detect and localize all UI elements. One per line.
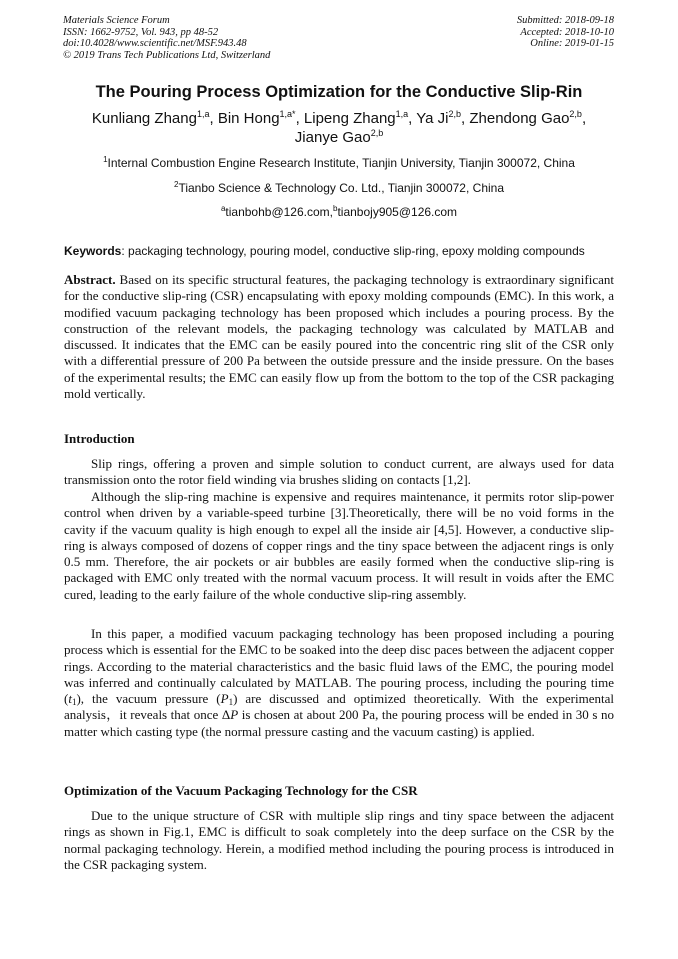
journal-info: [63, 15, 270, 61]
section-heading-optimization: Optimization of the Vacuum Packaging Technology for the CSR: [64, 783, 418, 798]
author: Ya Ji$^{2,b}$,: [416, 109, 470, 127]
email-b[interactable]: tianbojy905@126.com: [337, 205, 458, 219]
author: Kunliang Zhang$^{1,a}$,: [91, 109, 218, 127]
author: Zhendong Gao$^{2,b}$,: [469, 109, 587, 127]
submitted-date: Submitted: 2018-09-18: [516, 15, 614, 26]
paper-title: The Pouring Process Optimization for the Conductive Slip-Rin: [95, 83, 583, 101]
intro-paragraph-1: Slip rings, offering a proven and simple solution to conduct current, are always used for data transmission onto the rotor field winding via brushes sliding on contacts [1,2].: [64, 456, 614, 488]
journal-issn: ISSN: 1662-9752, Vol. 943, pp 48-52: [63, 26, 219, 38]
section-heading-introduction: Introduction: [64, 431, 135, 446]
abstract-label: Abstract.: [64, 272, 116, 287]
email-a[interactable]: tianbohb@126.com,: [225, 205, 333, 219]
keywords-label: Keywords: [64, 244, 122, 258]
accepted-date: Accepted: 2018-10-10: [520, 26, 614, 38]
author: Jianye Gao$^{2,b}$: [294, 128, 384, 146]
affiliation-1: $^1$Internal Combustion Engine Research Institute, Tianjin University, Tianjin 300072, China: [103, 155, 575, 170]
optimization-paragraph-1: Due to the unique structure of CSR with multiple slip rings and tiny space between the adjacent rings as shown in Fig.1, EMC is difficult to soak completely into the deep surface on the CSR by the normal packaging technology. Herein, a modified method including the pouring process is introduced in the CSR packaging system.: [64, 808, 614, 872]
journal-doi[interactable]: doi:10.4028/www.scientific.net/MSF.943.48: [63, 38, 247, 50]
online-date: Online: 2019-01-15: [530, 38, 614, 50]
journal-name: Materials Science Forum: [63, 15, 170, 26]
publication-dates: [517, 15, 614, 50]
author: Lipeng Zhang$^{1,a}$,: [303, 109, 417, 127]
affiliation-2: $^2$Tianbo Science & Technology Co. Ltd., Tianjin 300072, China: [174, 180, 504, 195]
intro-paragraph-2: Although the slip-ring machine is expensive and requires maintenance, it permits rotor slip-power control when driven by a variable-speed turbine [3].Theoretically, there will be no void forms in the cavity if the vacuum quality is high enough to expel all the inside air [4,5]. However, a conductive slip-ring is always composed of dozens of copper rings and the tiny space between the adjacent rings is only 0.5 mm. Therefore, the air pockets or air bubbles are easily formed when the conductive slip-ring is packaged with EMC only treated with the normal vacuum process. It will result in voids after the EMC cured, leading to the early failure of the whole conductive slip-ring assembly.: [64, 489, 614, 602]
abstract: Abstract. Based on its specific structural features, the packaging technology is extraordinary significant for the conductive slip-ring (CSR) encapsulating with epoxy molding compounds (EMC). In this work, a modified vacuum packaging technology has been proposed which includes a pouring process. By the construction of the relevant models, the packaging technology was calculated by MATLAB and discussed. It indicates that the EMC can be easily poured into the concentric ring slit of the CSR only with a differential pressure of 200 Pa between the outside pressure and the inside pressure. On the bases of the experimental results; the EMC can easily flow up from the bottom to the top of the CSR packaging mold vertically.: [64, 272, 614, 402]
author-list: [40, 109, 638, 147]
author: Bin Hong$^{1,a*}$,: [217, 109, 304, 127]
author-emails: $^a$tianbohb@126.com,$^b$tianbojy905@126.com: [220, 204, 458, 219]
keywords: Keywords: packaging technology, pouring model, conductive slip-ring, epoxy molding compounds: [64, 244, 585, 258]
intro-paragraph-3: In this paper, a modified vacuum packaging technology has been proposed including a pouring process which is essential for the EMC to be soaked into the deep disc paces between the adjacent copper rings. According to the material characteristics and the basic fluid laws of the EMC, the pouring model was inferred and continually calculated by MATLAB. The pouring process, including the pouring time $(t_1)$, the vacuum pressure $(P_1)$ are discussed and optimized theoretically. With the experimental analysis，it reveals that once ΔP is chosen at about 200 Pa, the pouring process will be ended in 30 s no matter which casting type (the normal pressure casting and the vacuum casting) is applied.: [64, 626, 614, 739]
journal-copyright: © 2019 Trans Tech Publications Ltd, Switzerland: [63, 49, 271, 61]
